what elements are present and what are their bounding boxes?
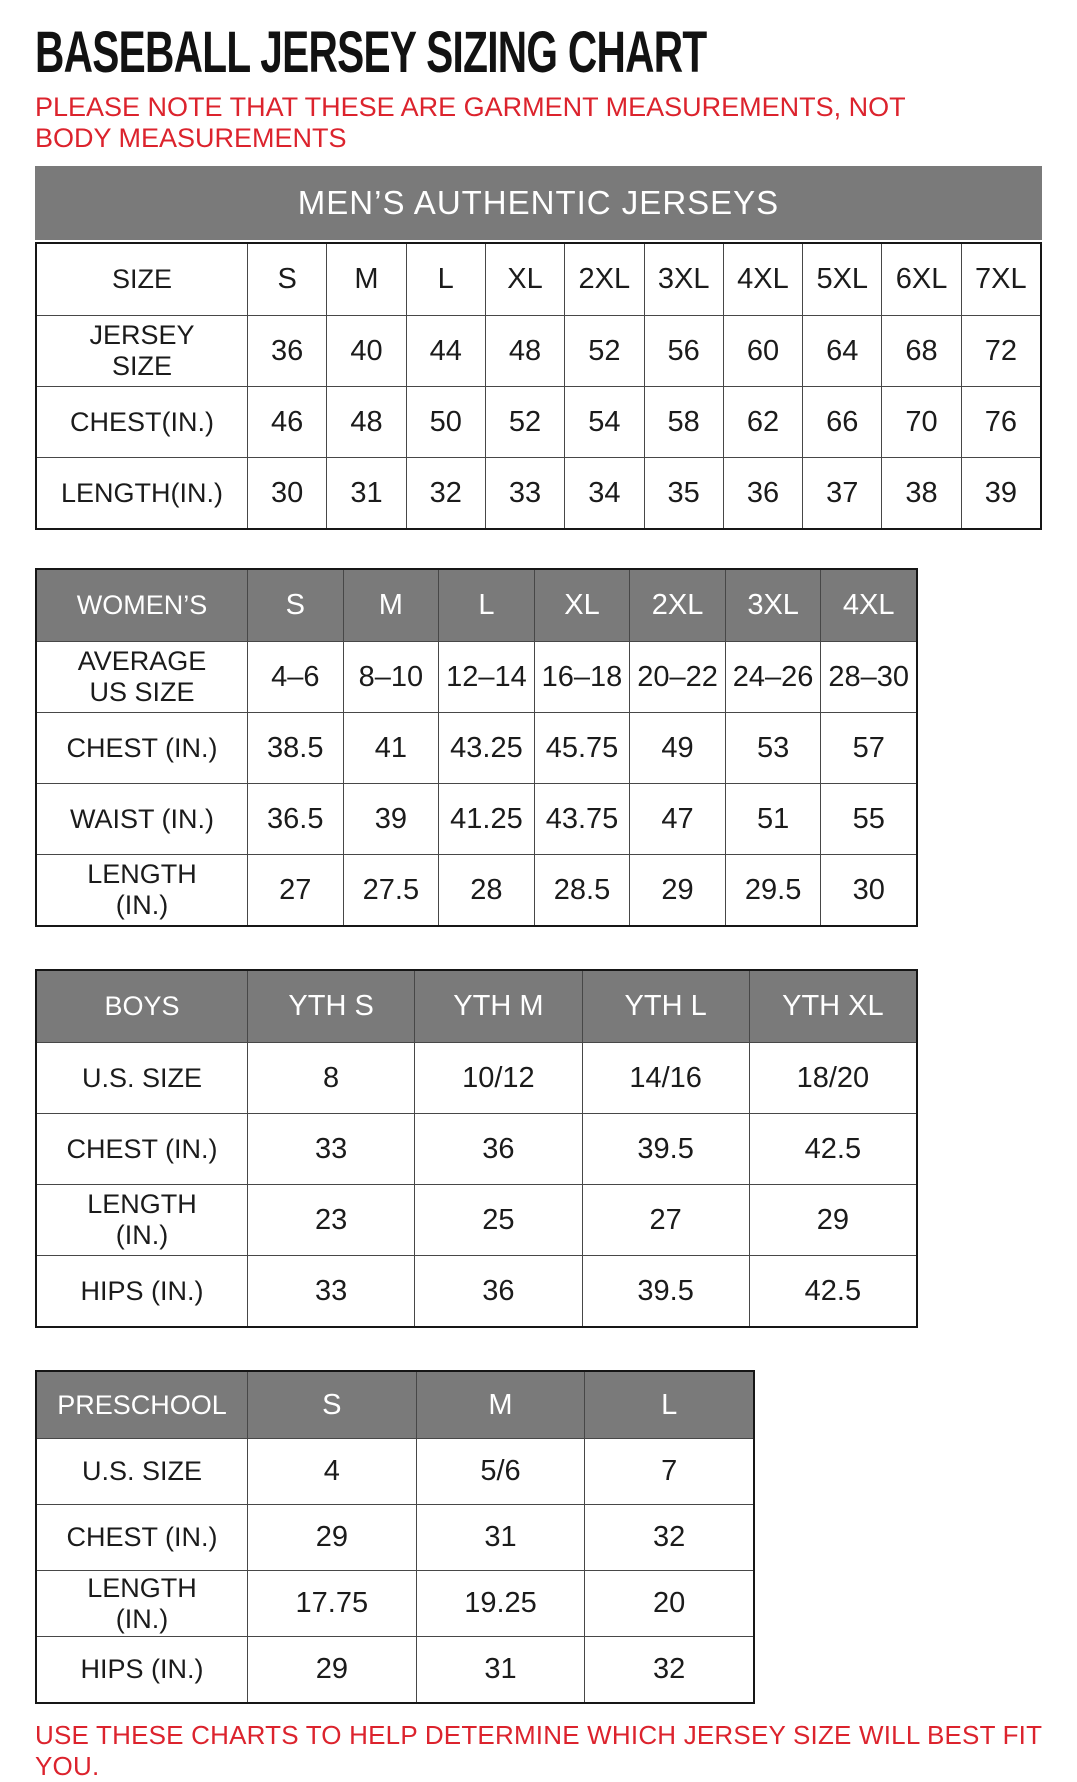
table-cell: 6XL xyxy=(881,244,960,315)
table-cell: 76 xyxy=(961,386,1040,457)
preschool-sizing-table xyxy=(35,1370,755,1704)
table-cell: 32 xyxy=(584,1636,753,1702)
table-cell: 20 xyxy=(584,1570,753,1636)
table-cell: S xyxy=(247,244,326,315)
row-label: CHEST (IN.) xyxy=(37,712,247,783)
table-cell: 29.5 xyxy=(725,854,821,925)
table-cell: 45.75 xyxy=(534,712,630,783)
table-cell: 48 xyxy=(326,386,405,457)
page-title: BASEBALL JERSEY SIZING CHART xyxy=(35,20,707,85)
table-cell: XL xyxy=(534,570,630,641)
row-label: LENGTH (IN.) xyxy=(37,1570,247,1636)
table-cell: 52 xyxy=(485,386,564,457)
table-cell: 20–22 xyxy=(629,641,725,712)
row-label: WOMEN’S xyxy=(37,570,247,641)
mens-authentic-jerseys-banner xyxy=(35,166,1042,240)
table-cell: 49 xyxy=(629,712,725,783)
table-cell: 28–30 xyxy=(820,641,916,712)
row-label: CHEST (IN.) xyxy=(37,1504,247,1570)
row-label: WAIST (IN.) xyxy=(37,783,247,854)
table-cell: 16–18 xyxy=(534,641,630,712)
table-cell: 27 xyxy=(247,854,343,925)
table-cell: 36 xyxy=(723,457,802,528)
table-cell: 51 xyxy=(725,783,821,854)
table-cell: YTH M xyxy=(414,971,581,1042)
table-cell: 8–10 xyxy=(343,641,439,712)
row-label: SIZE xyxy=(37,244,247,315)
table-cell: S xyxy=(247,570,343,641)
row-label: LENGTH (IN.) xyxy=(37,854,247,925)
table-cell: 46 xyxy=(247,386,326,457)
table-cell: 39 xyxy=(343,783,439,854)
table-cell: 70 xyxy=(881,386,960,457)
table-cell: L xyxy=(584,1372,753,1438)
table-cell: 3XL xyxy=(725,570,821,641)
table-cell: 43.75 xyxy=(534,783,630,854)
table-cell: 33 xyxy=(247,1255,414,1326)
table-cell: 32 xyxy=(406,457,485,528)
table-cell: 36 xyxy=(414,1255,581,1326)
table-cell: 53 xyxy=(725,712,821,783)
table-cell: L xyxy=(406,244,485,315)
table-cell: 36 xyxy=(247,315,326,386)
table-cell: 33 xyxy=(247,1113,414,1184)
table-cell: 42.5 xyxy=(749,1113,916,1184)
table-cell: 7XL xyxy=(961,244,1040,315)
table-cell: 50 xyxy=(406,386,485,457)
table-cell: 5XL xyxy=(802,244,881,315)
table-cell: 4–6 xyxy=(247,641,343,712)
garment-measurement-note: PLEASE NOTE THAT THESE ARE GARMENT MEASUREMENTS, NOT BODY MEASUREMENTS xyxy=(35,92,906,153)
table-cell: 58 xyxy=(644,386,723,457)
womens-sizing-table xyxy=(35,568,918,927)
row-label: CHEST(IN.) xyxy=(37,386,247,457)
table-cell: 12–14 xyxy=(438,641,534,712)
row-label: BOYS xyxy=(37,971,247,1042)
row-label: U.S. SIZE xyxy=(37,1438,247,1504)
table-cell: 27.5 xyxy=(343,854,439,925)
table-cell: 37 xyxy=(802,457,881,528)
table-cell: 48 xyxy=(485,315,564,386)
table-cell: 28.5 xyxy=(534,854,630,925)
mens-banner-label: MEN’S AUTHENTIC JERSEYS xyxy=(297,184,780,221)
table-cell: 30 xyxy=(247,457,326,528)
table-cell: 43.25 xyxy=(438,712,534,783)
table-cell: YTH L xyxy=(582,971,749,1042)
table-cell: 47 xyxy=(629,783,725,854)
table-cell: 68 xyxy=(881,315,960,386)
table-cell: 23 xyxy=(247,1184,414,1255)
row-label: LENGTH(IN.) xyxy=(37,457,247,528)
row-label: AVERAGE US SIZE xyxy=(37,641,247,712)
table-cell: 4XL xyxy=(820,570,916,641)
table-cell: 31 xyxy=(416,1636,585,1702)
table-cell: 38.5 xyxy=(247,712,343,783)
table-cell: 29 xyxy=(749,1184,916,1255)
table-cell: 17.75 xyxy=(247,1570,416,1636)
table-cell: 29 xyxy=(629,854,725,925)
table-cell: 66 xyxy=(802,386,881,457)
table-cell: 41 xyxy=(343,712,439,783)
table-cell: 27 xyxy=(582,1184,749,1255)
table-cell: M xyxy=(326,244,405,315)
row-label: PRESCHOOL xyxy=(37,1372,247,1438)
table-cell: 29 xyxy=(247,1636,416,1702)
table-cell: 60 xyxy=(723,315,802,386)
table-cell: 33 xyxy=(485,457,564,528)
table-cell: 31 xyxy=(326,457,405,528)
table-cell: 29 xyxy=(247,1504,416,1570)
row-label: CHEST (IN.) xyxy=(37,1113,247,1184)
table-cell: 40 xyxy=(326,315,405,386)
row-label: HIPS (IN.) xyxy=(37,1255,247,1326)
table-cell: M xyxy=(343,570,439,641)
table-cell: M xyxy=(416,1372,585,1438)
table-cell: 3XL xyxy=(644,244,723,315)
table-cell: 55 xyxy=(820,783,916,854)
table-cell: 64 xyxy=(802,315,881,386)
table-cell: 34 xyxy=(564,457,643,528)
table-cell: 44 xyxy=(406,315,485,386)
table-cell: L xyxy=(438,570,534,641)
table-cell: 35 xyxy=(644,457,723,528)
table-cell: 31 xyxy=(416,1504,585,1570)
mens-sizing-table xyxy=(35,242,1042,530)
table-cell: 10/12 xyxy=(414,1042,581,1113)
table-cell: 42.5 xyxy=(749,1255,916,1326)
table-cell: 24–26 xyxy=(725,641,821,712)
table-cell: 8 xyxy=(247,1042,414,1113)
table-cell: 2XL xyxy=(629,570,725,641)
table-cell: 28 xyxy=(438,854,534,925)
table-cell: 4XL xyxy=(723,244,802,315)
table-cell: S xyxy=(247,1372,416,1438)
table-cell: 4 xyxy=(247,1438,416,1504)
table-cell: 39 xyxy=(961,457,1040,528)
table-cell: 5/6 xyxy=(416,1438,585,1504)
table-cell: 39.5 xyxy=(582,1113,749,1184)
row-label: JERSEY SIZE xyxy=(37,315,247,386)
table-cell: 54 xyxy=(564,386,643,457)
table-cell: 25 xyxy=(414,1184,581,1255)
table-cell: YTH S xyxy=(247,971,414,1042)
table-cell: 14/16 xyxy=(582,1042,749,1113)
table-cell: 72 xyxy=(961,315,1040,386)
table-cell: 32 xyxy=(584,1504,753,1570)
footer-note: USE THESE CHARTS TO HELP DETERMINE WHICH JERSEY SIZE WILL BEST FIT YOU. xyxy=(35,1720,1042,1781)
row-label: HIPS (IN.) xyxy=(37,1636,247,1702)
row-label: LENGTH (IN.) xyxy=(37,1184,247,1255)
table-cell: 41.25 xyxy=(438,783,534,854)
table-cell: 38 xyxy=(881,457,960,528)
table-cell: 56 xyxy=(644,315,723,386)
table-cell: YTH XL xyxy=(749,971,916,1042)
table-cell: XL xyxy=(485,244,564,315)
table-cell: 57 xyxy=(820,712,916,783)
table-cell: 30 xyxy=(820,854,916,925)
table-cell: 19.25 xyxy=(416,1570,585,1636)
table-cell: 18/20 xyxy=(749,1042,916,1113)
table-cell: 52 xyxy=(564,315,643,386)
table-cell: 36.5 xyxy=(247,783,343,854)
row-label: U.S. SIZE xyxy=(37,1042,247,1113)
table-cell: 7 xyxy=(584,1438,753,1504)
table-cell: 36 xyxy=(414,1113,581,1184)
table-cell: 62 xyxy=(723,386,802,457)
table-cell: 39.5 xyxy=(582,1255,749,1326)
table-cell: 2XL xyxy=(564,244,643,315)
boys-sizing-table xyxy=(35,969,918,1328)
